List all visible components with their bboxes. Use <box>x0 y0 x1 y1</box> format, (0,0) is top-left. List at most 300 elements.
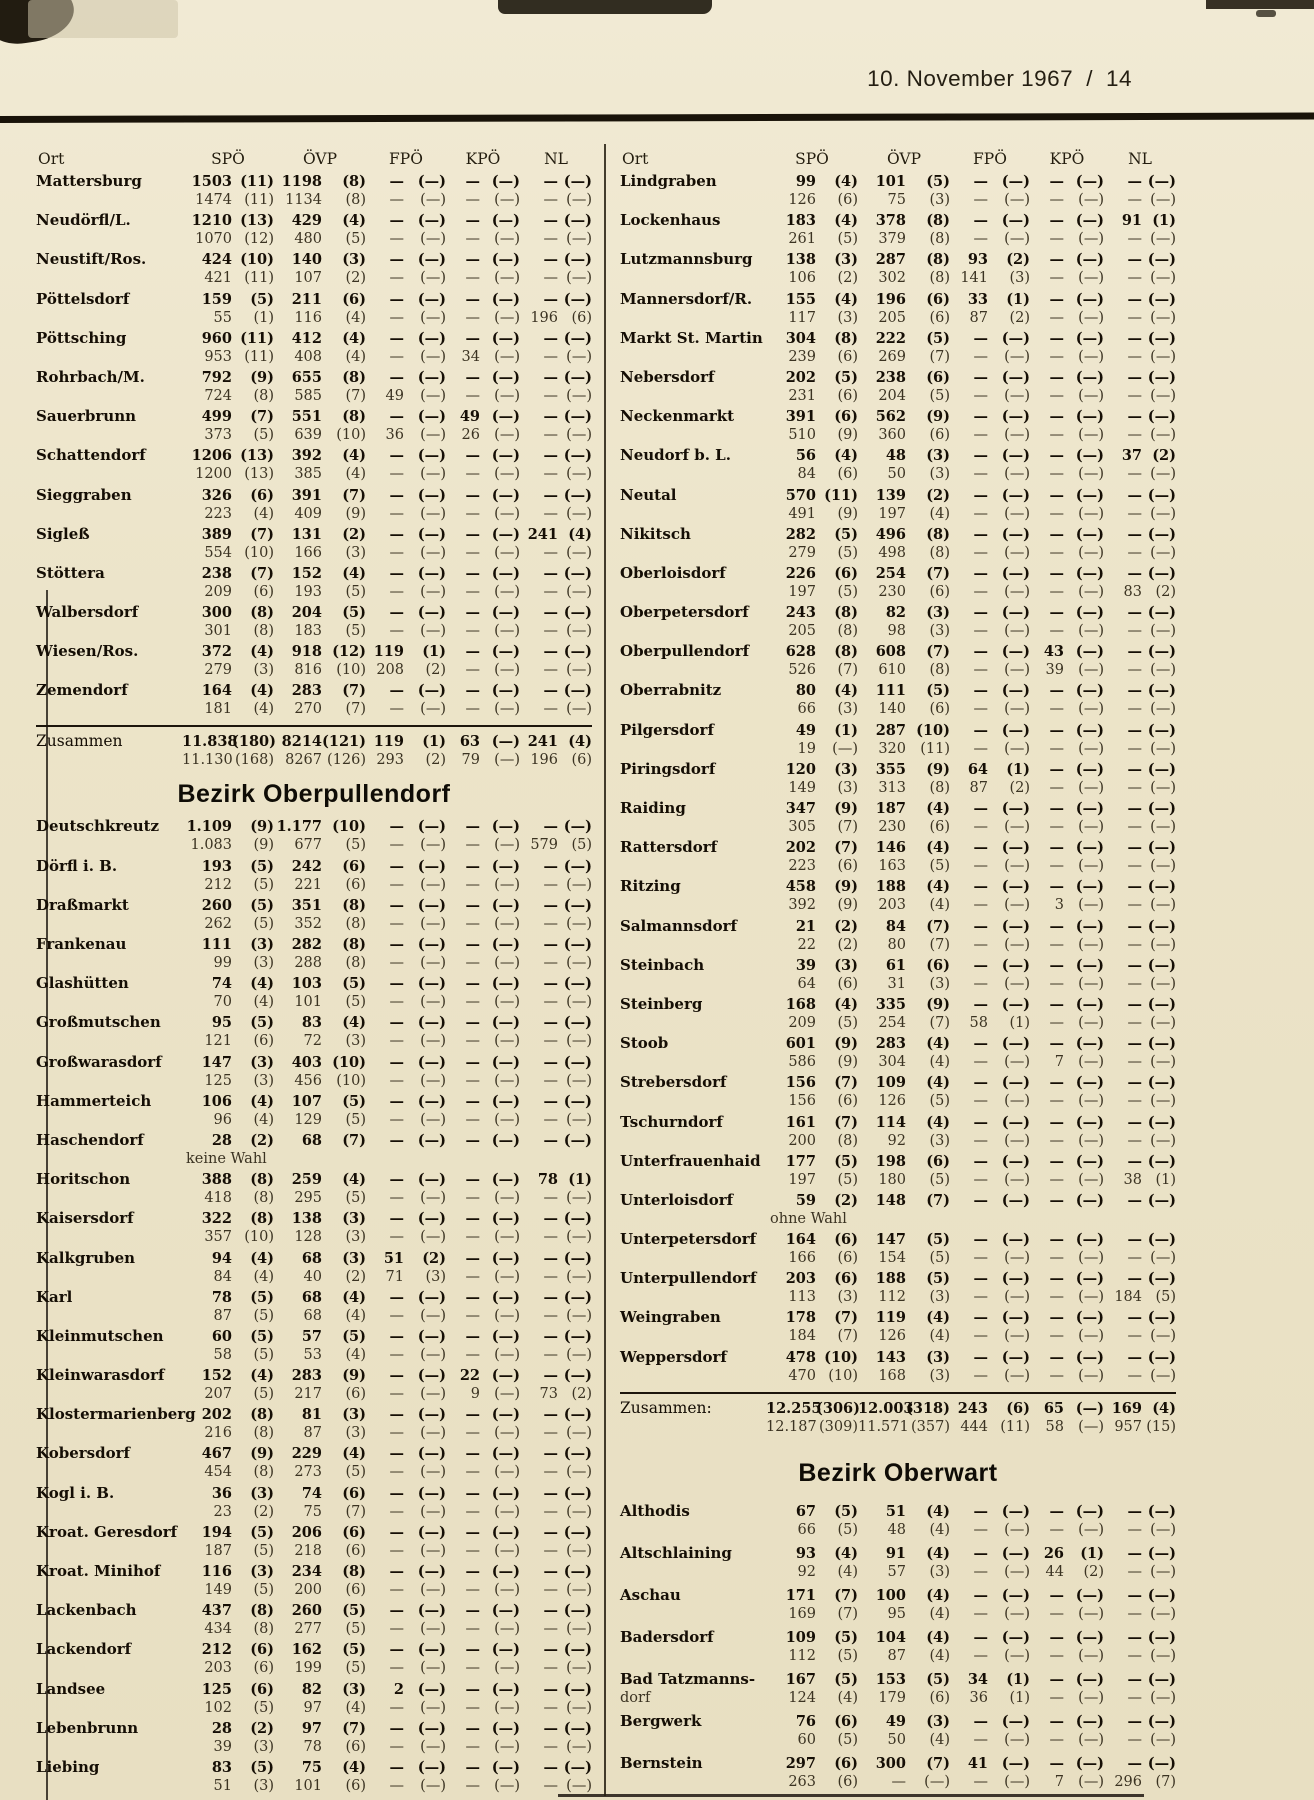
ovp-votes: 199 <box>294 1660 322 1677</box>
nl-seats: (—) <box>563 329 592 347</box>
nl-votes: — <box>1127 564 1142 582</box>
kpo-seats: (—) <box>1075 995 1104 1013</box>
ovp-seats: (5) <box>929 858 950 875</box>
municipality-result <box>36 857 592 895</box>
nl-seats: (—) <box>1150 544 1176 561</box>
spo-seats: (8) <box>250 604 274 622</box>
result-line <box>36 486 592 505</box>
spo-votes: 87 <box>213 1307 232 1324</box>
municipality-result <box>620 1230 1176 1268</box>
spo-seats: (168) <box>235 752 274 769</box>
fpo-votes: — <box>973 583 988 600</box>
no-election-note: keine Wahl <box>186 1150 267 1167</box>
kpo-seats: (—) <box>1075 1270 1104 1288</box>
spo-seats: (7) <box>250 525 274 543</box>
fpo-seats: (—) <box>1004 936 1030 953</box>
fpo-votes: — <box>973 173 988 190</box>
nl-seats: (—) <box>566 466 592 483</box>
ovp-votes: 119 <box>875 1309 906 1327</box>
nl-seats: (—) <box>1147 1270 1176 1288</box>
ovp-seats: (6) <box>929 1689 950 1706</box>
place-name <box>620 857 766 876</box>
result-line <box>620 642 1176 661</box>
kpo-seats: (—) <box>1075 329 1104 347</box>
kpo-votes: — <box>465 975 480 993</box>
kpo-seats: (—) <box>1075 1309 1104 1327</box>
result-line <box>620 740 1176 759</box>
result-line <box>36 1249 592 1268</box>
place-name: Draßmarkt <box>36 895 129 914</box>
result-line <box>36 1620 592 1639</box>
kpo-seats: (—) <box>494 837 520 854</box>
fpo-votes: — <box>389 212 404 230</box>
nl-votes: — <box>543 212 558 230</box>
kpo-seats: (—) <box>491 682 520 700</box>
kpo-votes: — <box>465 1621 480 1638</box>
ovp-seats: (8) <box>345 955 366 971</box>
fpo-votes: — <box>973 917 988 935</box>
spo-votes: 1070 <box>195 231 232 248</box>
kpo-seats: (—) <box>494 1777 520 1794</box>
fpo-votes: 444 <box>960 1418 988 1435</box>
spo-seats: (4) <box>834 173 858 190</box>
spo-votes: 124 <box>788 1689 816 1706</box>
spo-seats: (7) <box>837 662 858 679</box>
nl-votes: — <box>543 1229 558 1246</box>
ovp-votes: 91 <box>885 1544 906 1562</box>
place-name <box>36 751 182 770</box>
kpo-seats: (—) <box>1075 564 1104 582</box>
ovp-votes: 385 <box>294 466 322 483</box>
fpo-votes: — <box>973 387 988 404</box>
ovp-votes: 68 <box>301 1131 322 1149</box>
ovp-seats: (10) <box>332 1053 366 1071</box>
fpo-votes: — <box>389 544 404 561</box>
spo-votes: 66 <box>797 701 816 718</box>
nl-seats: (—) <box>1147 1231 1176 1249</box>
kpo-seats: (—) <box>1078 427 1104 444</box>
result-line <box>36 1228 592 1247</box>
kpo-seats: (—) <box>491 290 520 308</box>
kpo-votes: 79 <box>461 752 480 769</box>
result-line <box>620 1269 1176 1288</box>
fpo-votes: — <box>973 1270 988 1288</box>
column-header: SPÖ <box>211 150 245 168</box>
result-line <box>36 1385 592 1404</box>
spo-seats: (6) <box>837 192 858 208</box>
kpo-seats: (—) <box>494 505 520 522</box>
fpo-seats: (—) <box>1004 740 1030 757</box>
ovp-votes: 100 <box>875 1586 906 1604</box>
spo-votes: 279 <box>204 662 232 679</box>
spo-votes: 202 <box>201 1406 232 1424</box>
nl-votes: — <box>543 368 558 386</box>
spo-votes: 437 <box>201 1602 232 1620</box>
kpo-seats: (—) <box>494 1425 520 1442</box>
place-name: Steinberg <box>620 994 703 1013</box>
ovp-votes: 551 <box>291 408 322 426</box>
spo-seats: (8) <box>253 1464 274 1481</box>
place-name: Oberpullendorf <box>620 642 750 661</box>
spo-seats: (6) <box>837 1250 858 1267</box>
fpo-votes: — <box>389 408 404 426</box>
nl-seats: (—) <box>566 1582 592 1598</box>
ovp-votes: 139 <box>875 486 906 504</box>
place-name <box>620 1053 766 1072</box>
ovp-seats: (8) <box>342 896 366 914</box>
nl-votes: — <box>543 427 558 444</box>
fpo-seats: (—) <box>417 1014 446 1032</box>
kpo-seats: (—) <box>1078 1521 1104 1538</box>
fpo-seats: (—) <box>1001 800 1030 817</box>
ovp-seats: (5) <box>345 623 366 640</box>
spo-seats: (5) <box>250 896 274 914</box>
spo-seats: (9) <box>837 1054 858 1071</box>
ovp-votes: 816 <box>294 662 322 679</box>
ovp-seats: (2) <box>342 525 366 543</box>
nl-seats: (—) <box>563 408 592 426</box>
spo-votes: 125 <box>201 1680 232 1698</box>
fpo-votes: — <box>389 1641 404 1659</box>
kpo-votes: — <box>465 1641 480 1659</box>
kpo-votes: 9 <box>470 1386 480 1403</box>
column-header: FPÖ <box>973 150 1007 168</box>
spo-votes: 470 <box>788 1367 816 1384</box>
kpo-seats: (—) <box>1078 1418 1104 1435</box>
nl-seats: (—) <box>1147 408 1176 426</box>
ovp-seats: (3) <box>929 1132 950 1149</box>
place-name <box>620 818 766 837</box>
spo-seats: (3) <box>834 251 858 269</box>
kpo-seats: (—) <box>494 1621 520 1638</box>
place-name: Liebing <box>36 1757 100 1776</box>
nl-votes: — <box>1127 1647 1142 1664</box>
spo-seats: (5) <box>250 1758 274 1776</box>
fpo-votes: — <box>389 173 404 190</box>
kpo-seats: (—) <box>491 1092 520 1110</box>
fpo-seats: (—) <box>1004 1250 1030 1267</box>
spo-seats: (4) <box>834 995 858 1013</box>
kpo-votes: 43 <box>1043 643 1064 661</box>
fpo-seats: (—) <box>420 837 446 854</box>
spo-votes: 28 <box>211 1131 232 1149</box>
spo-votes: 243 <box>785 604 816 622</box>
nl-votes: — <box>543 290 558 308</box>
ovp-seats: (3) <box>342 1406 366 1424</box>
fpo-seats: (—) <box>417 564 446 582</box>
kpo-votes: — <box>465 1680 480 1698</box>
ovp-votes: 217 <box>294 1386 322 1403</box>
municipality-result <box>36 1013 592 1051</box>
nl-seats: (—) <box>1147 1152 1176 1170</box>
place-name <box>36 993 182 1012</box>
fpo-seats: (—) <box>1001 1712 1030 1730</box>
nl-votes: — <box>543 270 558 287</box>
result-line <box>36 836 592 855</box>
spo-votes: 305 <box>788 819 816 835</box>
spo-seats: (5) <box>253 915 274 932</box>
ovp-seats: (3) <box>929 1563 950 1580</box>
table-header <box>36 140 592 168</box>
spo-seats: (10) <box>824 1348 858 1366</box>
result-line <box>620 1563 1176 1582</box>
kpo-seats: (—) <box>1078 466 1104 483</box>
result-line <box>36 974 592 993</box>
place-name <box>36 348 182 367</box>
nl-seats: (—) <box>563 643 592 661</box>
fpo-votes: — <box>389 1210 404 1228</box>
nl-seats: (—) <box>566 1699 592 1716</box>
fpo-seats: (—) <box>417 525 446 543</box>
fpo-seats: (—) <box>1001 995 1030 1013</box>
spo-votes: 11.838 <box>182 733 238 751</box>
nl-votes: — <box>1127 1670 1142 1688</box>
fpo-seats: (—) <box>420 1464 446 1481</box>
spo-votes: 164 <box>785 1231 816 1249</box>
result-line <box>36 407 592 426</box>
spo-votes: 111 <box>201 936 232 953</box>
nl-seats: (—) <box>563 1641 592 1659</box>
fpo-seats: (1) <box>1006 1670 1030 1688</box>
fpo-seats: (—) <box>420 701 446 718</box>
ovp-votes: 114 <box>875 1113 906 1131</box>
kpo-votes: — <box>465 1542 480 1559</box>
nl-votes: — <box>543 387 558 404</box>
kpo-votes: 39 <box>1045 662 1064 679</box>
right-results-column <box>620 140 1176 1797</box>
fpo-votes: — <box>973 1367 988 1384</box>
result-line <box>36 368 592 387</box>
nl-seats: (—) <box>1150 740 1176 757</box>
spo-seats: (4) <box>837 1563 858 1580</box>
spo-seats: (9) <box>250 1445 274 1463</box>
fpo-seats: (—) <box>1004 1093 1030 1110</box>
result-line <box>620 1113 1176 1132</box>
place-name: Lebenbrunn <box>36 1718 139 1737</box>
place-name <box>36 505 182 524</box>
results-columns <box>36 140 1176 1797</box>
ovp-seats: (9) <box>342 1367 366 1385</box>
place-name: Bernstein <box>620 1753 703 1772</box>
fpo-votes: — <box>973 1563 988 1580</box>
result-line <box>36 1719 592 1738</box>
ovp-votes: 229 <box>291 1445 322 1463</box>
fpo-seats: (—) <box>1001 878 1030 896</box>
ovp-votes: 300 <box>875 1754 906 1772</box>
spo-votes: 187 <box>204 1542 232 1559</box>
kpo-seats: (—) <box>491 212 520 230</box>
kpo-votes: — <box>465 662 480 679</box>
ovp-votes: 166 <box>294 544 322 561</box>
fpo-votes: 141 <box>960 270 988 287</box>
place-name <box>36 954 182 973</box>
spo-seats: (5) <box>834 1628 858 1646</box>
fpo-seats: (—) <box>1001 682 1030 700</box>
fpo-votes: — <box>389 505 404 522</box>
spo-seats: (2) <box>837 270 858 287</box>
ovp-seats: (4) <box>342 1014 366 1032</box>
fpo-seats: (—) <box>420 1503 446 1520</box>
total-rule <box>36 725 592 727</box>
ovp-seats: (3) <box>929 975 950 992</box>
kpo-votes: — <box>1049 212 1064 230</box>
nl-votes: — <box>1127 329 1142 347</box>
result-line <box>620 1731 1176 1750</box>
ovp-seats: (6) <box>342 1523 366 1541</box>
kpo-seats: (—) <box>491 1014 520 1032</box>
fpo-votes: — <box>389 486 404 504</box>
fpo-seats: (—) <box>1004 231 1030 248</box>
municipality-result <box>36 1131 592 1169</box>
kpo-seats: (—) <box>1075 1586 1104 1604</box>
ovp-seats: (6) <box>929 427 950 444</box>
kpo-votes: — <box>465 994 480 1011</box>
kpo-votes: — <box>1049 408 1064 426</box>
nl-seats: (—) <box>1150 1328 1176 1345</box>
place-name <box>620 1132 766 1151</box>
spo-seats: (309) <box>819 1418 858 1435</box>
ovp-seats: (4) <box>929 505 950 522</box>
kpo-votes: — <box>1049 329 1064 347</box>
fpo-seats: (—) <box>1004 192 1030 208</box>
fpo-seats: (—) <box>420 1660 446 1677</box>
section-title: Bezirk Oberwart <box>798 1458 998 1487</box>
municipality-result <box>620 1152 1176 1190</box>
spo-votes: 205 <box>788 623 816 640</box>
result-line <box>620 269 1176 288</box>
ovp-seats: (—) <box>924 1773 950 1790</box>
kpo-seats: (—) <box>491 1758 520 1776</box>
spo-seats: (6) <box>837 348 858 365</box>
place-name <box>36 836 182 855</box>
kpo-seats: (—) <box>494 955 520 971</box>
kpo-seats: (—) <box>1075 1348 1104 1366</box>
spo-votes: 231 <box>788 387 816 404</box>
spo-seats: (4) <box>250 975 274 993</box>
fpo-seats: (—) <box>1001 1348 1030 1366</box>
fpo-votes: — <box>389 192 404 208</box>
kpo-votes: — <box>465 623 480 640</box>
fpo-seats: (—) <box>417 1445 446 1463</box>
kpo-votes: — <box>465 270 480 287</box>
result-line <box>620 544 1176 563</box>
spo-votes: 36 <box>211 1484 232 1502</box>
kpo-seats: (—) <box>491 1053 520 1071</box>
kpo-seats: (—) <box>1075 290 1104 308</box>
ovp-votes: 143 <box>875 1348 906 1366</box>
place-name <box>36 1150 182 1169</box>
nl-seats: (2) <box>1155 583 1176 600</box>
kpo-seats: (—) <box>1078 1367 1104 1384</box>
kpo-votes: — <box>465 857 480 875</box>
municipality-result <box>36 486 592 524</box>
nl-votes: — <box>1127 1113 1142 1131</box>
kpo-seats: (—) <box>491 1210 520 1228</box>
fpo-votes: — <box>973 368 988 386</box>
nl-seats: (—) <box>563 682 592 700</box>
fpo-votes: — <box>973 1231 988 1249</box>
kpo-seats: (—) <box>1075 173 1104 190</box>
place-name: Neustift/Ros. <box>36 250 147 269</box>
kpo-seats: (—) <box>491 1602 520 1620</box>
nl-votes: — <box>543 447 558 465</box>
result-line <box>36 603 592 622</box>
spo-votes: 301 <box>204 623 232 640</box>
spo-seats: (2) <box>837 936 858 953</box>
result-line <box>620 407 1176 426</box>
spo-seats: (4) <box>253 994 274 1011</box>
fpo-votes: — <box>973 544 988 561</box>
kpo-seats: (—) <box>494 1386 520 1403</box>
nl-seats: (—) <box>1150 779 1176 796</box>
ovp-seats: (6) <box>926 1152 950 1170</box>
nl-seats: (—) <box>1150 387 1176 404</box>
nl-votes: — <box>1127 858 1142 875</box>
fpo-votes: — <box>389 1033 404 1050</box>
spo-votes: 169 <box>788 1605 816 1622</box>
ovp-votes: 152 <box>291 564 322 582</box>
nl-seats: (—) <box>1150 897 1176 914</box>
kpo-seats: (—) <box>491 857 520 875</box>
result-line <box>620 211 1176 230</box>
spo-votes: 125 <box>204 1072 232 1089</box>
place-name: Unterpullendorf <box>620 1269 757 1288</box>
place-name: Klostermarienberg <box>36 1405 196 1424</box>
fpo-seats: (—) <box>1001 212 1030 230</box>
kpo-votes: 63 <box>459 733 480 751</box>
kpo-seats: (—) <box>494 544 520 561</box>
fpo-seats: (—) <box>417 1210 446 1228</box>
spo-seats: (8) <box>253 1425 274 1442</box>
fpo-seats: (—) <box>417 1563 446 1580</box>
spo-seats: (4) <box>253 1268 274 1285</box>
kpo-votes: — <box>465 1699 480 1716</box>
spo-seats: (8) <box>253 387 274 404</box>
ovp-seats: (4) <box>926 1502 950 1520</box>
ovp-seats: (4) <box>342 1758 366 1776</box>
spo-seats: (11) <box>244 192 274 208</box>
result-line <box>620 1171 1176 1190</box>
ovp-seats: (6) <box>345 1777 366 1794</box>
kpo-seats: (—) <box>1075 368 1104 386</box>
fpo-votes: — <box>973 740 988 757</box>
ovp-seats: (7) <box>926 1191 950 1209</box>
result-line <box>36 465 592 484</box>
fpo-seats: (—) <box>420 270 446 287</box>
ovp-votes: 49 <box>885 1712 906 1730</box>
nl-votes: — <box>543 348 558 365</box>
kpo-votes: — <box>1049 1586 1064 1604</box>
result-line <box>36 290 592 309</box>
nl-seats: (—) <box>566 505 592 522</box>
fpo-seats: (—) <box>1004 897 1030 914</box>
ovp-votes: 154 <box>878 1250 906 1267</box>
fpo-votes: 2 <box>393 1680 404 1698</box>
page-number: 14 <box>1105 66 1132 91</box>
fpo-votes: 243 <box>957 1399 988 1417</box>
result-line <box>36 309 592 328</box>
ovp-votes: 498 <box>878 544 906 561</box>
nl-seats: (—) <box>1147 839 1176 857</box>
kpo-seats: (2) <box>1083 1563 1104 1580</box>
place-name <box>620 700 766 719</box>
spo-votes: 155 <box>785 290 816 308</box>
result-line <box>620 1754 1176 1773</box>
spo-votes: 499 <box>201 408 232 426</box>
place-name: Stöttera <box>36 563 105 582</box>
spo-votes: 84 <box>797 466 816 483</box>
municipality-result <box>620 1269 1176 1307</box>
